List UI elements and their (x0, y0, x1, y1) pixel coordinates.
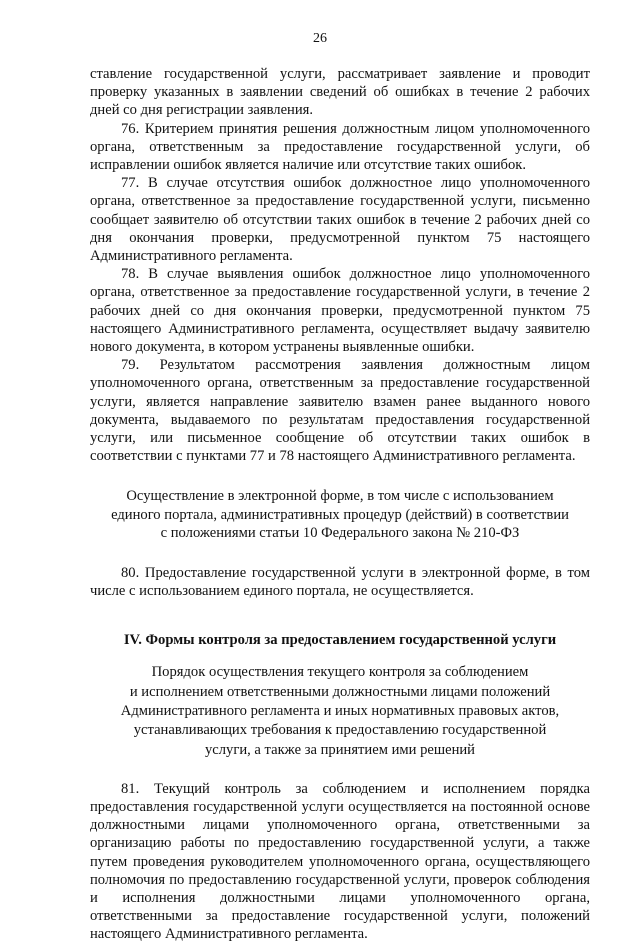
subheading-line: Административного регламента и иных нормативных правовых актов, (120, 702, 560, 719)
paragraph-continuation: ставление государственной услуги, рассматривает заявление и проводит проверку указанных в заявлении сведений об ошибках в течение 2 рабочих дней со дня регистрации заявления. (90, 66, 590, 119)
paragraph-80: 80. Предоставление государственной услуги в электронной форме, в том числе с использованием единого портала, не осуществляется. (90, 564, 590, 600)
paragraph-79: 79. Результатом рассмотрения заявления должностным лицом уполномоченного органа, ответственным за предоставление государственной услуги, является направление заявителю взамен ранее выданного нового документа, выдаваемого по результатам предоставления государственной услуги, или письменное сообщение об отсутствии таких ошибок в соответствии с пунктами 77 и 78 настоящего Административного регламента. (90, 357, 590, 465)
subheading-line: Порядок осуществления текущего контроля за соблюдением (151, 664, 529, 681)
heading-line: Осуществление в электронной форме, в том числе с использованием (126, 488, 554, 505)
subheading-line: устанавливающих требования к предоставлению государственной (133, 722, 547, 739)
heading-line: с положениями статьи 10 Федерального закона № 210-ФЗ (160, 525, 520, 542)
section-heading: IV. Формы контроля за предоставлением государственной услуги (123, 632, 557, 649)
paragraph-76: 76. Критерием принятия решения должностным лицом уполномоченного органа, ответственным за предоставление государственной услуги, об исправлении ошибок является наличие или отсутствие таких ошибок. (90, 120, 590, 174)
control-procedure-heading (90, 663, 590, 759)
paragraph-81: 81. Текущий контроль за соблюдением и исполнением порядка предоставления государственной услуги осуществляется на постоянной основе должностными лицами уполномоченного органа, ответственными за организацию работы по предоставлению государственной услуги, а также путем проведения руководителем уполномоченного органа, осуществляющего полномочия по предоставлению государственной услуги, проверок соблюдения и исполнения должностными лицами уполномоченного органа, ответственными за предоставление государственной услуги, положений настоящего Административного регламента. (90, 780, 590, 943)
paragraph-78: 78. В случае выявления ошибок должностное лицо уполномоченного органа, ответственное за предоставление государственной услуги, в течение 2 рабочих дней со дня окончания проверки, предусмотренной пунктом 75 настоящего Административного регламента, осуществляет выдачу заявителю нового документа, в котором устранены выявленные ошибки. (90, 266, 590, 356)
heading-line: единого портала, административных процедур (действий) в соответствии (111, 506, 569, 523)
electronic-form-heading (90, 487, 590, 543)
page-number: 26 (313, 31, 327, 46)
subheading-line: и исполнением ответственными должностными лицами положений (129, 683, 551, 700)
subheading-line: услуги, а также за принятием ими решений (204, 741, 475, 758)
paragraph-77: 77. В случае отсутствия ошибок должностное лицо уполномоченного органа, ответственное за предоставление государственной услуги, письменно сообщает заявителю об отсутствии таких ошибок в течение 2 рабочих дней со дня окончания проверки, предусмотренной пунктом 75 настоящего Административного регламента. (90, 175, 590, 265)
document-body (90, 65, 590, 944)
